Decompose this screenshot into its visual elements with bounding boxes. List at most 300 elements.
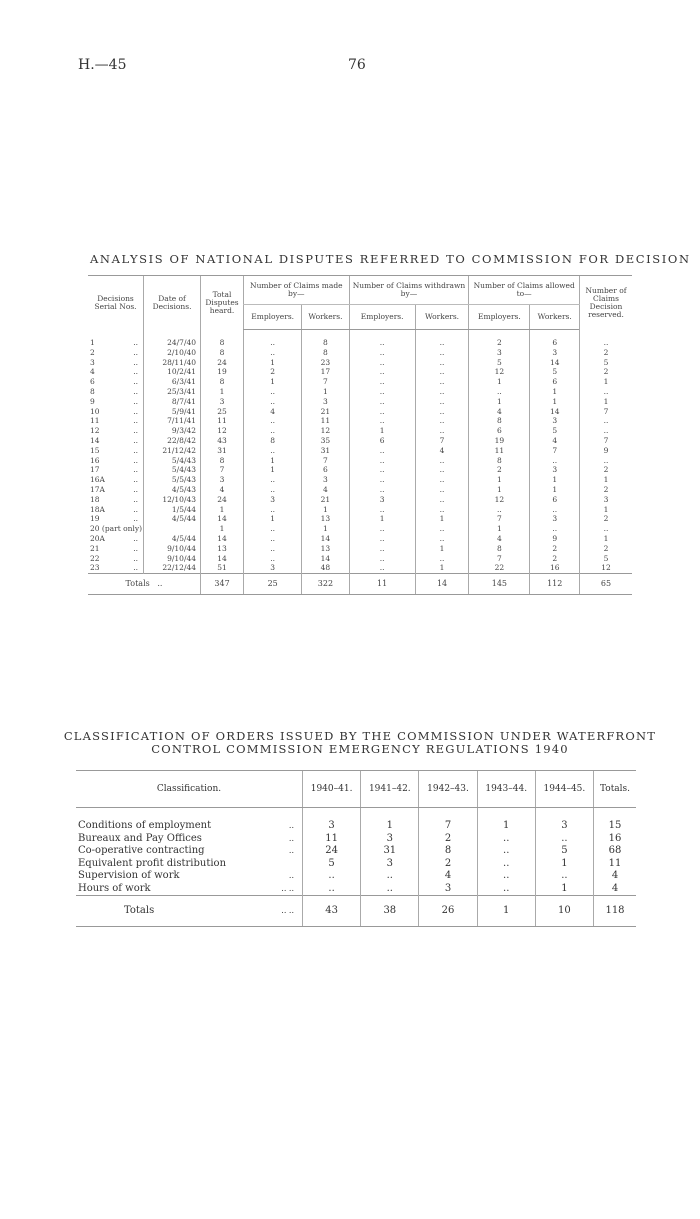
serial-cell	[88, 387, 144, 397]
reserved-cell: 3	[580, 495, 633, 505]
made-wrk-cell: 1	[302, 387, 349, 397]
made-wrk-cell: 21	[302, 495, 349, 505]
classification-row	[76, 870, 636, 883]
al-wrk-cell: 3	[530, 416, 580, 426]
serial-number: 14	[90, 435, 100, 445]
col-1941-42: 1941–42.	[361, 771, 419, 808]
made-wrk-cell: 3	[302, 475, 349, 485]
al-wrk-cell: 14	[530, 358, 580, 368]
classification-table-title	[60, 730, 660, 756]
classification-label: Hours of work	[78, 882, 151, 894]
al-emp-cell: 1	[469, 524, 530, 534]
al-wrk-cell: 1	[530, 397, 580, 407]
serial-number: 16	[90, 455, 100, 465]
wd-emp-cell: ..	[349, 358, 415, 368]
total-made-workers: 322	[302, 574, 349, 595]
made-wrk-cell: 8	[302, 348, 349, 358]
classification-value-1942-43: 7	[419, 808, 477, 833]
decision-date: 7/11/41	[144, 416, 201, 426]
decision-date: 22/8/42	[144, 436, 201, 446]
al-emp-cell: ..	[469, 387, 530, 397]
al-emp-cell: 8	[469, 544, 530, 554]
dispute-row	[88, 330, 632, 348]
classification-row	[76, 808, 636, 833]
wd-wrk-cell: 1	[415, 563, 469, 573]
wd-wrk-cell: ..	[415, 387, 469, 397]
serial-number: 4	[90, 367, 95, 377]
made-wrk-cell: 1	[302, 524, 349, 534]
al-wrk-cell: 3	[530, 514, 580, 524]
made-wrk-cell: 14	[302, 554, 349, 564]
serial-number: 20 (part only)	[90, 524, 143, 534]
classification-value-totals: 16	[594, 833, 636, 846]
dispute-row	[88, 387, 632, 397]
classification-label-cell	[76, 883, 303, 896]
wd-wrk-cell: ..	[415, 348, 469, 358]
total-cell: 7	[201, 465, 244, 475]
made-emp-cell: ..	[244, 416, 302, 426]
al-emp-cell: 3	[469, 348, 530, 358]
total-cell: 8	[201, 377, 244, 387]
serial-cell	[88, 485, 144, 495]
serial-cell	[88, 358, 144, 368]
al-wrk-cell: 1	[530, 475, 580, 485]
classification-value-1942-43: 4	[419, 870, 477, 883]
serial-number: 8	[90, 386, 95, 396]
decision-date: 4/5/44	[144, 534, 201, 544]
page-number: 76	[348, 57, 366, 73]
serial-number: 10	[90, 406, 100, 416]
report-reference: H.—45	[78, 57, 127, 73]
serial-dots: ..	[133, 386, 139, 396]
reserved-cell: 1	[580, 505, 633, 515]
serial-number: 23	[90, 563, 100, 573]
col-1943-44: 1943–44.	[477, 771, 535, 808]
serial-dots: ..	[133, 543, 139, 553]
serial-dots: ..	[133, 426, 139, 436]
al-wrk-cell: 6	[530, 377, 580, 387]
classification-grand-total: 118	[594, 896, 636, 927]
serial-dots: ..	[133, 445, 139, 455]
al-emp-cell: 4	[469, 407, 530, 417]
dispute-row	[88, 514, 632, 524]
dispute-row	[88, 465, 632, 475]
total-cell: 14	[201, 534, 244, 544]
made-emp-cell: ..	[244, 330, 302, 348]
decision-date: 28/11/40	[144, 358, 201, 368]
serial-cell	[88, 436, 144, 446]
classification-value-totals: 11	[594, 858, 636, 871]
dispute-row	[88, 563, 632, 573]
al-emp-cell: 2	[469, 330, 530, 348]
serial-dots: ..	[133, 357, 139, 367]
classification-value-1944-45: ..	[535, 870, 593, 883]
decision-date: 4/5/43	[144, 485, 201, 495]
al-emp-cell: 2	[469, 465, 530, 475]
serial-cell	[88, 397, 144, 407]
wd-wrk-cell: ..	[415, 397, 469, 407]
total-cell: 14	[201, 514, 244, 524]
classification-value-totals: 68	[594, 845, 636, 858]
classification-value-totals: 4	[594, 883, 636, 896]
al-wrk-cell: 3	[530, 465, 580, 475]
made-wrk-cell: 7	[302, 456, 349, 466]
classification-label-cell	[76, 858, 303, 871]
decision-date: 22/12/44	[144, 563, 201, 573]
classification-dots: ..	[288, 833, 294, 843]
al-emp-cell: 1	[469, 475, 530, 485]
classification-table	[76, 770, 636, 927]
made-wrk-cell: 1	[302, 505, 349, 515]
decision-date	[144, 524, 201, 534]
total-cell: 1	[201, 387, 244, 397]
classification-value-1941-42: 3	[361, 833, 419, 846]
totals-row	[88, 574, 632, 595]
serial-cell	[88, 456, 144, 466]
al-wrk-cell: 9	[530, 534, 580, 544]
dispute-row	[88, 436, 632, 446]
al-wrk-cell: ..	[530, 505, 580, 515]
classification-dots: .. ..	[281, 883, 294, 893]
col-1944-45: 1944–45.	[535, 771, 593, 808]
classification-label: Bureaux and Pay Offices	[78, 832, 202, 844]
al-emp-cell: 1	[469, 377, 530, 387]
serial-number: 17	[90, 465, 100, 475]
reserved-cell: 1	[580, 377, 633, 387]
made-wrk-cell: 21	[302, 407, 349, 417]
classification-value-1943-44: ..	[477, 883, 535, 896]
classification-value-1940-41: 3	[303, 808, 361, 833]
classification-total-1943-44: 1	[477, 896, 535, 927]
decision-date: 10/2/41	[144, 367, 201, 377]
decision-date: 21/12/42	[144, 446, 201, 456]
made-emp-cell: ..	[244, 554, 302, 564]
classification-total-1944-45: 10	[535, 896, 593, 927]
serial-cell	[88, 554, 144, 564]
wd-emp-cell: ..	[349, 485, 415, 495]
disputes-table-title: ANALYSIS OF NATIONAL DISPUTES REFERRED TO COMMISSION FOR DECISION	[90, 252, 691, 266]
col-made-employers: Employers.	[244, 305, 302, 330]
made-emp-cell: 1	[244, 377, 302, 387]
decision-date: 6/3/41	[144, 377, 201, 387]
serial-cell	[88, 505, 144, 515]
classification-value-1943-44: 1	[477, 808, 535, 833]
classification-row	[76, 833, 636, 846]
made-wrk-cell: 12	[302, 426, 349, 436]
al-emp-cell: 7	[469, 514, 530, 524]
serial-dots: ..	[133, 396, 139, 406]
al-emp-cell: 19	[469, 436, 530, 446]
dispute-row	[88, 524, 632, 534]
serial-cell	[88, 534, 144, 544]
al-wrk-cell: 7	[530, 446, 580, 456]
wd-wrk-cell: 1	[415, 514, 469, 524]
col-allowed-employers: Employers.	[469, 305, 530, 330]
classification-dots: ..	[288, 846, 294, 855]
serial-cell	[88, 348, 144, 358]
decision-date: 8/7/41	[144, 397, 201, 407]
al-wrk-cell: 14	[530, 407, 580, 417]
total-made-employers: 25	[244, 574, 302, 595]
classification-label: Supervision of work	[78, 870, 180, 881]
wd-emp-cell: ..	[349, 563, 415, 573]
totals-label: Totals	[125, 579, 150, 589]
classification-label: Co-operative contracting	[78, 845, 205, 856]
classification-title-line1: CLASSIFICATION OF ORDERS ISSUED BY THE COMMISSION UNDER WATERFRONT	[63, 729, 657, 743]
wd-emp-cell: ..	[349, 377, 415, 387]
serial-cell	[88, 416, 144, 426]
made-wrk-cell: 23	[302, 358, 349, 368]
wd-emp-cell: 1	[349, 514, 415, 524]
wd-emp-cell: ..	[349, 465, 415, 475]
made-emp-cell: ..	[244, 348, 302, 358]
serial-cell	[88, 563, 144, 573]
total-cell: 51	[201, 563, 244, 573]
al-wrk-cell: 4	[530, 436, 580, 446]
al-wrk-cell: ..	[530, 524, 580, 534]
al-wrk-cell: 16	[530, 563, 580, 573]
al-wrk-cell: 5	[530, 426, 580, 436]
decision-date: 5/5/43	[144, 475, 201, 485]
wd-emp-cell: ..	[349, 446, 415, 456]
total-cell: 8	[201, 456, 244, 466]
wd-emp-cell: ..	[349, 534, 415, 544]
serial-number: 2	[90, 347, 95, 357]
reserved-cell: 1	[580, 397, 633, 407]
reserved-cell: 2	[580, 465, 633, 475]
serial-number: 1	[90, 337, 95, 347]
made-emp-cell: ..	[244, 485, 302, 495]
reserved-cell: 5	[580, 554, 633, 564]
serial-cell	[88, 524, 144, 534]
col-made-workers: Workers.	[302, 305, 349, 330]
serial-number: 19	[90, 514, 100, 524]
dispute-row	[88, 416, 632, 426]
reserved-cell: 2	[580, 485, 633, 495]
al-wrk-cell: 5	[530, 367, 580, 377]
col-allowed-workers: Workers.	[530, 305, 580, 330]
serial-dots: ..	[133, 553, 139, 563]
serial-number: 20A	[90, 533, 105, 543]
made-wrk-cell: 11	[302, 416, 349, 426]
classification-value-1943-44: ..	[477, 870, 535, 883]
serial-dots: ..	[133, 337, 139, 347]
total-cell: 1	[201, 524, 244, 534]
serial-cell	[88, 330, 144, 348]
decision-date: 24/7/40	[144, 330, 201, 348]
wd-wrk-cell: 1	[415, 544, 469, 554]
wd-wrk-cell: ..	[415, 456, 469, 466]
serial-dots: ..	[133, 367, 139, 377]
classification-totals-label: Totals	[124, 904, 155, 916]
serial-dots: ..	[133, 406, 139, 416]
total-cell: 4	[201, 485, 244, 495]
total-cell: 24	[201, 358, 244, 368]
classification-value-1941-42: ..	[361, 883, 419, 896]
reserved-cell: 1	[580, 534, 633, 544]
serial-dots: ..	[133, 455, 139, 465]
serial-cell	[88, 544, 144, 554]
col-classification: Classification.	[76, 771, 303, 808]
wd-wrk-cell: ..	[415, 475, 469, 485]
col-withdrawn-employers: Employers.	[349, 305, 415, 330]
al-emp-cell: 5	[469, 358, 530, 368]
made-emp-cell: ..	[244, 524, 302, 534]
wd-wrk-cell: 4	[415, 446, 469, 456]
classification-value-totals: 15	[594, 808, 636, 833]
made-emp-cell: ..	[244, 534, 302, 544]
made-wrk-cell: 8	[302, 330, 349, 348]
wd-wrk-cell: ..	[415, 367, 469, 377]
classification-label-cell	[76, 808, 303, 833]
decision-date: 9/3/42	[144, 426, 201, 436]
total-reserved: 65	[580, 574, 633, 595]
made-wrk-cell: 4	[302, 485, 349, 495]
disputes-table	[88, 275, 632, 595]
reserved-cell: 1	[580, 475, 633, 485]
classification-value-1941-42: 31	[361, 845, 419, 858]
wd-wrk-cell: ..	[415, 330, 469, 348]
wd-wrk-cell: ..	[415, 534, 469, 544]
reserved-cell: 9	[580, 446, 633, 456]
made-emp-cell: 1	[244, 456, 302, 466]
reserved-cell: 2	[580, 348, 633, 358]
serial-number: 16A	[90, 475, 105, 485]
dispute-row	[88, 446, 632, 456]
serial-dots: ..	[133, 377, 139, 387]
made-emp-cell: ..	[244, 387, 302, 397]
serial-number: 17A	[90, 484, 105, 494]
made-wrk-cell: 48	[302, 563, 349, 573]
total-withdrawn-workers: 14	[415, 574, 469, 595]
decision-date: 12/10/43	[144, 495, 201, 505]
classification-label-cell	[76, 870, 303, 883]
reserved-cell: 7	[580, 436, 633, 446]
totals-dots: ..	[157, 579, 163, 589]
total-cell: 25	[201, 407, 244, 417]
al-emp-cell: ..	[469, 505, 530, 515]
classification-title-line2: CONTROL COMMISSION EMERGENCY REGULATIONS 1940	[151, 742, 569, 756]
dispute-row	[88, 377, 632, 387]
classification-row	[76, 858, 636, 871]
classification-value-1940-41: 5	[303, 858, 361, 871]
col-group-allowed: Number of Claims allowed to—	[469, 276, 580, 305]
al-wrk-cell: 2	[530, 544, 580, 554]
al-wrk-cell: 6	[530, 495, 580, 505]
reserved-cell: 12	[580, 563, 633, 573]
serial-number: 11	[90, 416, 100, 426]
serial-number: 3	[90, 357, 95, 367]
total-allowed-employers: 145	[469, 574, 530, 595]
made-emp-cell: 3	[244, 495, 302, 505]
reserved-cell: ..	[580, 330, 633, 348]
dispute-row	[88, 554, 632, 564]
wd-emp-cell: 3	[349, 495, 415, 505]
col-1942-43: 1942–43.	[419, 771, 477, 808]
total-cell: 3	[201, 475, 244, 485]
al-emp-cell: 1	[469, 397, 530, 407]
classification-value-1943-44: ..	[477, 858, 535, 871]
serial-cell	[88, 377, 144, 387]
total-allowed-workers: 112	[530, 574, 580, 595]
classification-value-1942-43: 3	[419, 883, 477, 896]
total-cell: 8	[201, 348, 244, 358]
wd-emp-cell: ..	[349, 544, 415, 554]
col-withdrawn-workers: Workers.	[415, 305, 469, 330]
serial-cell	[88, 465, 144, 475]
reserved-cell: ..	[580, 387, 633, 397]
wd-wrk-cell: ..	[415, 505, 469, 515]
wd-wrk-cell: ..	[415, 485, 469, 495]
reserved-cell: 2	[580, 544, 633, 554]
al-wrk-cell: 2	[530, 554, 580, 564]
wd-emp-cell: 6	[349, 436, 415, 446]
dispute-row	[88, 495, 632, 505]
total-cell: 31	[201, 446, 244, 456]
col-group-withdrawn: Number of Claims withdrawn by—	[349, 276, 469, 305]
wd-emp-cell: ..	[349, 407, 415, 417]
decision-date: 4/5/44	[144, 514, 201, 524]
total-disputes: 347	[201, 574, 244, 595]
total-cell: 19	[201, 367, 244, 377]
dispute-row	[88, 426, 632, 436]
classification-row	[76, 845, 636, 858]
decision-date: 5/9/41	[144, 407, 201, 417]
serial-number: 15	[90, 445, 100, 455]
wd-wrk-cell: ..	[415, 416, 469, 426]
serial-dots: ..	[133, 465, 139, 475]
serial-number: 18A	[90, 504, 105, 514]
serial-number: 12	[90, 426, 100, 436]
dispute-row	[88, 456, 632, 466]
classification-value-1940-41: 24	[303, 845, 361, 858]
wd-emp-cell: ..	[349, 416, 415, 426]
serial-dots: ..	[133, 494, 139, 504]
made-wrk-cell: 7	[302, 377, 349, 387]
total-cell: 14	[201, 554, 244, 564]
made-emp-cell: ..	[244, 426, 302, 436]
wd-emp-cell: ..	[349, 524, 415, 534]
classification-label: Equivalent profit distribution	[78, 857, 227, 869]
serial-cell	[88, 475, 144, 485]
classification-label: Conditions of employment	[78, 820, 212, 831]
decision-date: 5/4/43	[144, 456, 201, 466]
al-emp-cell: 7	[469, 554, 530, 564]
dispute-row	[88, 358, 632, 368]
reserved-cell: ..	[580, 456, 633, 466]
wd-wrk-cell: ..	[415, 358, 469, 368]
made-emp-cell: ..	[244, 544, 302, 554]
made-emp-cell: 2	[244, 367, 302, 377]
classification-totals-dots: .. ..	[281, 905, 294, 915]
wd-emp-cell: ..	[349, 505, 415, 515]
col-total: Total Disputes heard.	[201, 276, 244, 330]
al-emp-cell: 12	[469, 495, 530, 505]
classification-value-1941-42: ..	[361, 870, 419, 883]
wd-wrk-cell: ..	[415, 524, 469, 534]
al-wrk-cell: 6	[530, 330, 580, 348]
made-emp-cell: 8	[244, 436, 302, 446]
wd-wrk-cell: ..	[415, 495, 469, 505]
classification-value-1941-42: 1	[361, 808, 419, 833]
dispute-row	[88, 505, 632, 515]
wd-wrk-cell: ..	[415, 465, 469, 475]
serial-dots: ..	[133, 347, 139, 357]
classification-totals-row	[76, 896, 636, 927]
reserved-cell: 5	[580, 358, 633, 368]
made-wrk-cell: 14	[302, 534, 349, 544]
serial-dots: ..	[133, 475, 139, 485]
